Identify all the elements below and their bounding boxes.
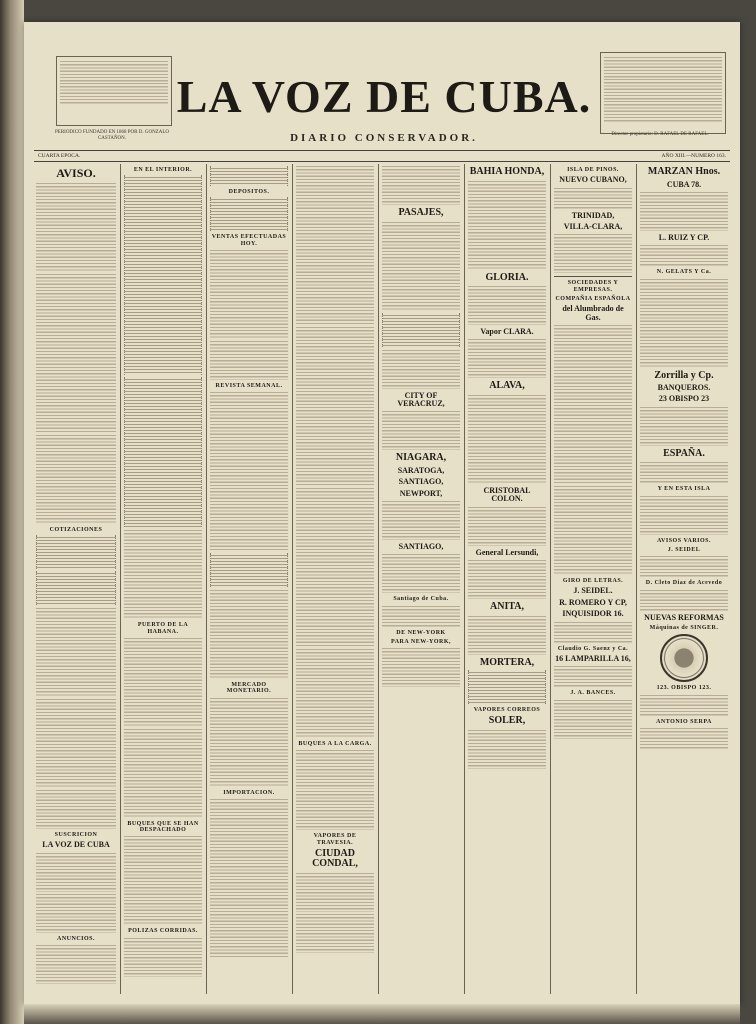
newspaper-page — [24, 22, 740, 1004]
heading-de-newyork: DE NEW-YORK — [396, 629, 446, 636]
heading-buques-carga: BUQUES A LA CARGA. — [298, 741, 372, 747]
heading-ventas: VENTAS EFECTUADAS HOY. — [211, 234, 287, 247]
heading-para-newyork: PARA NEW-YORK, — [391, 638, 451, 645]
column-6 — [468, 164, 546, 994]
dateline-bar — [34, 150, 730, 162]
masthead-area — [24, 22, 740, 159]
heading-alumbrado: del Alumbrado de Gas. — [562, 304, 624, 322]
heading-zorrilla: Zorrilla y Cp. — [654, 369, 714, 381]
binding-gutter — [0, 0, 24, 1024]
heading-anuncios: ANUNCIOS. — [56, 935, 95, 942]
heading-lamparilla: 16 LAMPARILLA 16, — [555, 653, 631, 663]
page-bottom-edge — [24, 1004, 740, 1024]
heading-en-esta-isla: Y EN ESTA ISLA — [657, 486, 711, 493]
heading-inquisidor: INQUISIDOR 16. — [562, 609, 624, 619]
heading-cotizaciones: COTIZACIONES — [49, 526, 103, 533]
heading-polizas: POLIZAS CORRIDAS. — [128, 928, 198, 935]
epoch-label: CUARTA EPOCA. — [38, 153, 81, 159]
heading-bances: J. A. BANCES. — [570, 690, 616, 697]
heading-ruiz: L. RUIZ Y CP. — [658, 232, 710, 242]
heading-vapores-travesia: VAPORES DE TRAVESIA. — [313, 833, 357, 846]
column-5 — [382, 164, 460, 994]
director-note: Director-propietario: D. RAFAEL DE RAFAEL. — [611, 132, 709, 137]
heading-ciudad-condal: CIUDAD CONDAL, — [312, 847, 358, 870]
heading-vapor-clara: Vapor CLARA. — [480, 327, 534, 336]
column-3 — [210, 164, 288, 994]
column-rule — [120, 164, 121, 994]
heading-j-seidel: J. SEIDEL. — [573, 586, 613, 596]
heading-city-veracruz: CITY OF VERACRUZ, — [397, 390, 445, 408]
heading-saratoga: SARATOGA, — [397, 465, 445, 475]
column-7 — [554, 164, 632, 994]
notice-box-left — [56, 56, 172, 126]
heading-mortera: MORTERA, — [479, 656, 535, 668]
heading-nuevo-cubano: NUEVO CUBANO, — [559, 175, 627, 185]
column-rule — [464, 164, 465, 994]
heading-gelats: N. GELATS Y Ca. — [656, 269, 712, 276]
heading-puerto: PUERTO DE LA HABANA. — [137, 622, 189, 635]
column-8 — [640, 164, 728, 994]
heading-claudio-saenz: Claudio G. Saenz y Ca. — [557, 645, 629, 652]
heading-seidel-2: J. SEIDEL — [667, 546, 701, 553]
heading-compania: COMPAÑIA ESPAÑOLA — [555, 296, 631, 303]
heading-cuba-78: CUBA 78. — [666, 179, 702, 189]
heading-despachado: BUQUES QUE SE HAN DESPACHADO — [127, 820, 199, 834]
heading-villa-clara: VILLA-CLARA, — [563, 222, 623, 232]
column-rule — [550, 164, 551, 994]
column-1 — [36, 164, 116, 994]
issue-number: AÑO XIII.—NUMERO 163. — [661, 153, 726, 159]
newspaper-title: LA VOZ DE CUBA. — [176, 71, 592, 122]
heading-santiago-cuba: Santiago de Cuba. — [393, 596, 449, 603]
heading-singer: Máquinas de SINGER. — [649, 624, 719, 631]
heading-suscricion: SUSCRICION — [54, 831, 98, 838]
column-2 — [124, 164, 202, 994]
heading-aviso: AVISO. — [56, 166, 96, 180]
heading-banqueros: BANQUEROS. — [657, 383, 711, 393]
heading-gloria: GLORIA. — [485, 271, 529, 283]
singer-seal-icon — [660, 634, 708, 682]
heading-avisos-varios: AVISOS VARIOS. — [656, 537, 712, 544]
heading-isla-pinos: ISLA DE PINOS. — [567, 167, 619, 173]
heading-marzan: MARZAN Hnos. — [647, 166, 721, 177]
column-rule — [378, 164, 379, 994]
heading-giro-letras: GIRO DE LETRAS. — [562, 578, 624, 585]
heading-antonio-serpa: ANTONIO SERPA — [656, 718, 712, 725]
heading-cristobal-colon: CRISTOBAL COLON. — [483, 485, 531, 504]
heading-newport: NEWPORT, — [399, 488, 443, 498]
heading-pasajes: PASAJES, — [398, 207, 444, 218]
founder-note: PERIODICO FUNDADO EN 1868 POR D. GONZALO CASTAÑON. — [54, 130, 170, 141]
newspaper-subtitle: DIARIO CONSERVADOR. — [290, 132, 478, 144]
heading-soler: SOLER, — [488, 715, 526, 727]
heading-trinidad: TRINIDAD, — [571, 210, 615, 220]
heading-niagara: NIAGARA, — [395, 452, 447, 464]
heading-anita: ANITA, — [490, 601, 524, 613]
heading-sociedades: SOCIEDADES Y EMPRESAS. — [567, 280, 619, 293]
heading-depositos: DEPOSITOS. — [228, 189, 270, 195]
heading-importacion: IMPORTACION. — [223, 789, 275, 796]
column-rule — [206, 164, 207, 994]
heading-nuevas-reformas: NUEVAS REFORMAS — [644, 612, 724, 622]
heading-la-voz: LA VOZ DE CUBA — [42, 840, 110, 850]
heading-obispo-23: 23 OBISPO 23 — [658, 394, 710, 404]
column-rule — [292, 164, 293, 994]
heading-santiago: SANTIAGO, — [398, 477, 444, 487]
heading-cleto-diaz: D. Cleto Diaz de Acevedo — [645, 580, 723, 587]
heading-alava: ALAVA, — [489, 380, 525, 392]
heading-romero: R. ROMERO Y CP, — [559, 597, 627, 607]
column-rule — [636, 164, 637, 994]
heading-obispo-123: 123. OBISPO 123. — [656, 685, 712, 692]
heading-general-lersundi: General Lersundi, — [475, 547, 539, 557]
heading-revista: REVISTA SEMANAL. — [215, 382, 283, 389]
heading-santiago-2: SANTIAGO, — [398, 541, 444, 551]
heading-mercado: MERCADO MONETARIO. — [226, 682, 272, 695]
notice-box-right — [600, 52, 726, 134]
heading-vapores-correos: VAPORES CORREOS — [473, 707, 541, 714]
heading-interior: EN EL INTERIOR. — [133, 167, 193, 173]
column-4 — [296, 164, 374, 994]
heading-bahia-honda: BAHIA HONDA, — [469, 166, 545, 177]
heading-espana: ESPAÑA. — [663, 447, 705, 459]
